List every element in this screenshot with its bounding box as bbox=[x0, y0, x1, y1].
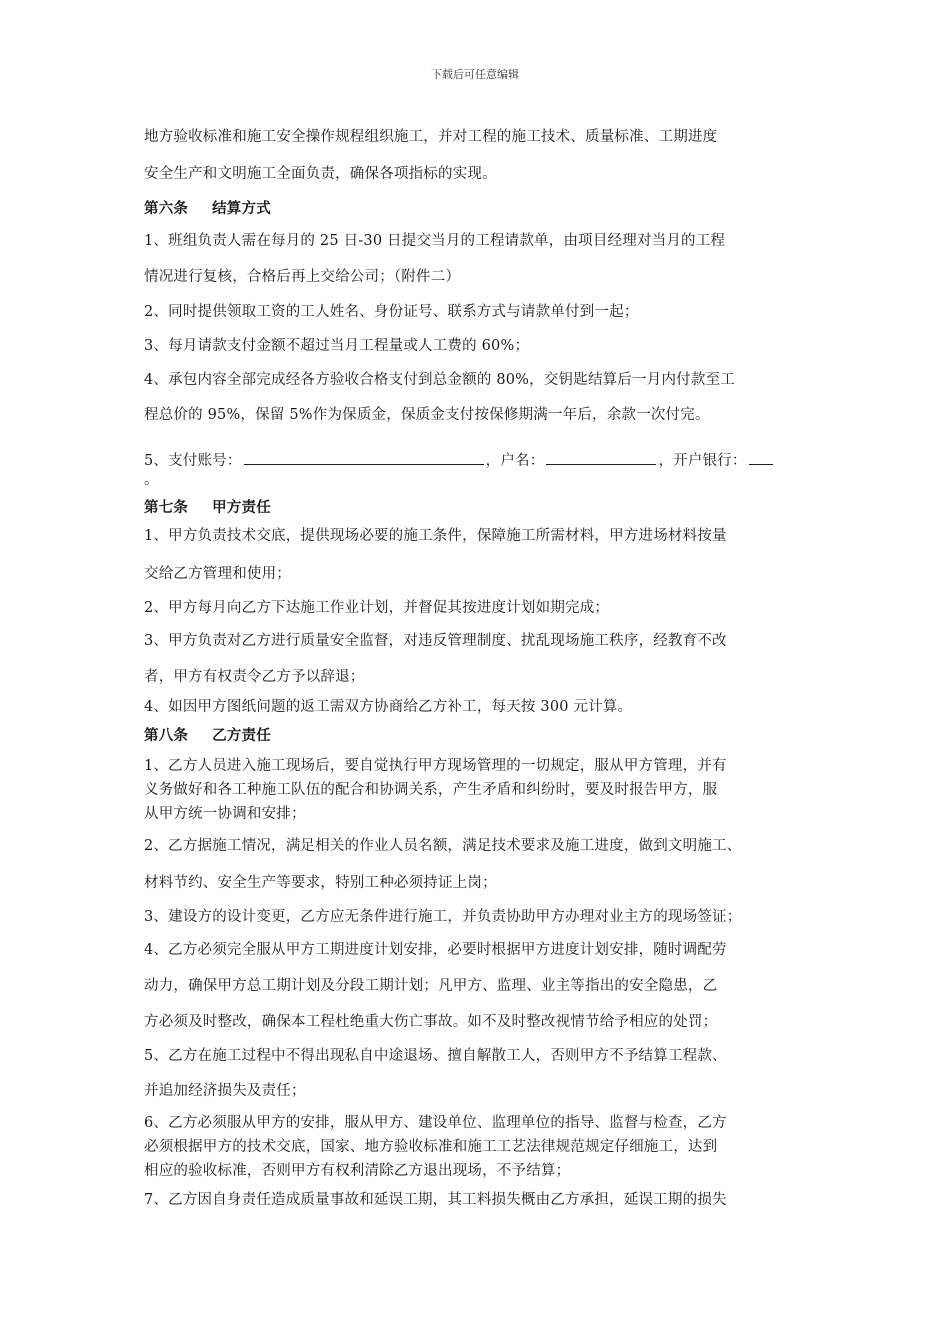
clause-text: 1、乙方人员进入施工现场后，要自觉执行甲方现场管理的一切规定，服从甲方管理，并有 bbox=[144, 758, 727, 774]
clause-text: 义务做好和各工种施工队伍的配合和协调关系，产生矛盾和纠纷时，要及时报告甲方，服 bbox=[144, 782, 718, 798]
payment-line-end: 。 bbox=[144, 472, 159, 488]
clause-text: 4、乙方必须完全服从甲方工期进度计划安排，必要时根据甲方进度计划安排，随时调配劳 bbox=[144, 942, 727, 958]
clause-text: 5、乙方在施工过程中不得出现私自中途退场、擅自解散工人，否则甲方不予结算工程款、 bbox=[144, 1048, 727, 1064]
account-label: 5、支付账号： bbox=[144, 453, 242, 469]
article-title: 结算方式 bbox=[212, 200, 271, 217]
bank-label: ，开户银行： bbox=[658, 453, 747, 469]
clause-text: 程总价的 95%，保留 5%作为保质金，保质金支付按保修期满一年后，余款一次付完。 bbox=[144, 407, 710, 423]
article-title: 乙方责任 bbox=[212, 727, 271, 744]
article-number: 第八条 bbox=[144, 727, 189, 744]
clause-text: 方必须及时整改，确保本工程杜绝重大伤亡事故。如不及时整改视情节给予相应的处罚； bbox=[144, 1014, 718, 1030]
article-title: 甲方责任 bbox=[212, 499, 271, 516]
clause-text: 并追加经济损失及责任； bbox=[144, 1083, 306, 1099]
clause-text: 交给乙方管理和使用； bbox=[144, 566, 291, 582]
account-name-blank[interactable] bbox=[546, 449, 656, 465]
bank-name-blank[interactable] bbox=[749, 449, 773, 465]
clause-text: 6、乙方必须服从甲方的安排，服从甲方、建设单位、监理单位的指导、监督与检查，乙方 bbox=[144, 1115, 727, 1131]
clause-text: 2、乙方据施工情况，满足相关的作业人员名额，满足技术要求及施工进度，做到文明施工、 bbox=[144, 838, 742, 854]
clause-text: 4、如因甲方图纸问题的返工需双方协商给乙方补工，每天按 300 元计算。 bbox=[144, 699, 633, 715]
clause-text: 2、同时提供领取工资的工人姓名、身份证号、联系方式与请款单付到一起； bbox=[144, 304, 639, 320]
payment-info-line bbox=[144, 449, 834, 471]
clause-text: 3、甲方负责对乙方进行质量安全监督，对违反管理制度、扰乱现场施工秩序，经教育不改 bbox=[144, 633, 727, 649]
clause-text: 地方验收标准和施工安全操作规程组织施工，并对工程的施工技术、质量标准、工期进度 bbox=[144, 129, 718, 145]
clause-text: 者，甲方有权责令乙方予以辞退； bbox=[144, 669, 365, 685]
article-7-heading bbox=[144, 498, 834, 518]
clause-text: 1、班组负责人需在每月的 25 日-30 日提交当月的工程请款单，由项目经理对当月的工程 bbox=[144, 233, 726, 249]
clause-text: 安全生产和文明施工全面负责，确保各项指标的实现。 bbox=[144, 166, 497, 182]
clause-text: 必须根据甲方的技术交底，国家、地方验收标准和施工工艺法律规范规定仔细施工，达到 bbox=[144, 1139, 718, 1155]
article-6-heading bbox=[144, 199, 834, 219]
clause-text: 相应的验收标准，否则甲方有权利清除乙方退出现场，不予结算； bbox=[144, 1163, 571, 1179]
clause-text: 情况进行复核，合格后再上交给公司；（附件二） bbox=[144, 269, 461, 285]
page-header-note: 下载后可任意编辑 bbox=[431, 68, 519, 81]
clause-text: 动力，确保甲方总工期计划及分段工期计划；凡甲方、监理、业主等指出的安全隐患，乙 bbox=[144, 978, 718, 994]
clause-text: 3、每月请款支付金额不超过当月工程量或人工费的 60%； bbox=[144, 338, 530, 354]
clause-text: 7、乙方因自身责任造成质量事故和延误工期，其工料损失概由乙方承担，延误工期的损失 bbox=[144, 1192, 727, 1208]
clause-text: 3、建设方的设计变更，乙方应无条件进行施工，并负责协助甲方办理对业主方的现场签证； bbox=[144, 909, 742, 925]
article-number: 第七条 bbox=[144, 499, 189, 516]
clause-text: 2、甲方每月向乙方下达施工作业计划，并督促其按进度计划如期完成； bbox=[144, 600, 610, 616]
clause-text: 材料节约、安全生产等要求，特别工种必须持证上岗； bbox=[144, 875, 497, 891]
article-number: 第六条 bbox=[144, 200, 189, 217]
article-8-heading bbox=[144, 726, 834, 746]
account-name-label: ，户名： bbox=[485, 453, 545, 469]
account-number-blank[interactable] bbox=[244, 449, 484, 465]
clause-text: 1、甲方负责技术交底，提供现场必要的施工条件，保障施工所需材料，甲方进场材料按量 bbox=[144, 528, 727, 544]
clause-text: 从甲方统一协调和安排； bbox=[144, 806, 306, 822]
clause-text: 4、承包内容全部完成经各方验收合格支付到总金额的 80%，交钥匙结算后一月内付款至工 bbox=[144, 372, 735, 388]
